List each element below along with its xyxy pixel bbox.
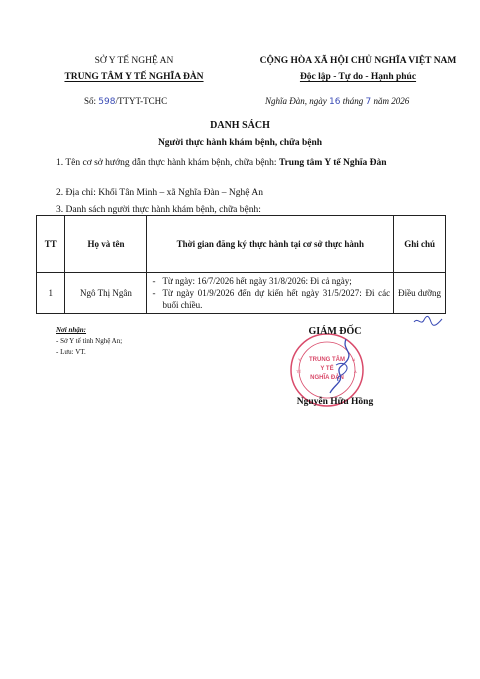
header-note: Ghi chú xyxy=(394,216,446,273)
svg-text:TẾ: TẾ xyxy=(296,369,302,374)
date-day: 16 xyxy=(329,97,341,107)
date-place: Nghĩa Đàn, ngày xyxy=(265,96,327,106)
svg-text:NGHĨA ĐÀN: NGHĨA ĐÀN xyxy=(310,375,344,381)
national-header xyxy=(240,53,476,85)
org-name: TRUNG TÂM Y TẾ NGHĨA ĐÀN xyxy=(64,72,204,82)
svg-text:Y TẾ: Y TẾ xyxy=(320,366,334,372)
date-month-label: tháng xyxy=(342,96,364,106)
recipient-item: - Sở Y tế tỉnh Nghệ An; xyxy=(56,337,123,345)
header-time: Thời gian đăng ký thực hành tại cơ sở thực hành xyxy=(147,216,394,273)
svg-text:N: N xyxy=(352,357,355,362)
header-tt: TT xyxy=(37,216,65,273)
handwritten-signature xyxy=(312,335,372,395)
country-name: CỘNG HÒA XÃ HỘI CHỦ NGHĨA VIỆT NAM xyxy=(259,56,457,66)
org-parent: SỞ Y TẾ NGHỆ AN xyxy=(94,56,174,66)
signer-title: GIÁM ĐỐC xyxy=(308,326,362,337)
cell-note: Điều dưỡng xyxy=(394,273,446,314)
document-title: DANH SÁCH xyxy=(210,120,270,131)
issue-date xyxy=(265,96,409,107)
recipient-item: - Lưu: VT. xyxy=(56,348,86,356)
date-year: năm 2026 xyxy=(373,96,410,106)
svg-text:A: A xyxy=(354,369,357,374)
doc-number-prefix: Số: xyxy=(84,96,97,106)
header-name: Họ và tên xyxy=(65,216,147,273)
address-line: 2. Địa chỉ: Khối Tân Minh – xã Nghĩa Đàn – Nghệ An xyxy=(56,188,263,198)
national-motto: Độc lập - Tự do - Hạnh phúc xyxy=(299,72,417,82)
list-label: 3. Danh sách người thực hành khám bệnh, chữa bệnh: xyxy=(56,205,261,215)
facility-name: Trung tâm Y tế Nghĩa Đàn xyxy=(278,158,387,168)
time-period-2: - Từ ngày 01/9/2026 đến dự kiến hết ngày 31/5/2027: Đi các buổi chiều. xyxy=(162,287,390,311)
document-number xyxy=(84,96,167,107)
time-period-1: - Từ ngày: 16/7/2026 hết ngày 31/8/2026: Đi cả ngày; xyxy=(162,275,390,287)
recipients-label: Nơi nhận: xyxy=(56,326,87,334)
cell-name: Ngô Thị Ngân xyxy=(65,273,147,314)
doc-number-suffix: /TTYT-TCHC xyxy=(115,96,168,106)
handwritten-initial xyxy=(412,313,444,329)
practitioner-table xyxy=(36,215,446,314)
facility-label: 1. Tên cơ sở hướng dẫn thực hành khám bệnh, chữa bệnh: xyxy=(56,158,277,168)
date-month: 7 xyxy=(365,97,372,107)
table-row xyxy=(37,273,446,314)
document-subtitle: Người thực hành khám bệnh, chữa bệnh xyxy=(157,138,323,148)
recipients-block xyxy=(56,325,122,358)
doc-number-handwritten: 598 xyxy=(98,97,116,107)
facility-line xyxy=(56,157,426,170)
cell-time xyxy=(147,273,394,314)
issuing-organization xyxy=(44,53,224,85)
svg-text:TRUNG TÂM: TRUNG TÂM xyxy=(309,357,345,363)
cell-tt: 1 xyxy=(37,273,65,314)
svg-text:Y: Y xyxy=(298,357,301,362)
signer-name: Nguyễn Hữu Hồng xyxy=(296,397,374,407)
table-header-row xyxy=(37,216,446,273)
